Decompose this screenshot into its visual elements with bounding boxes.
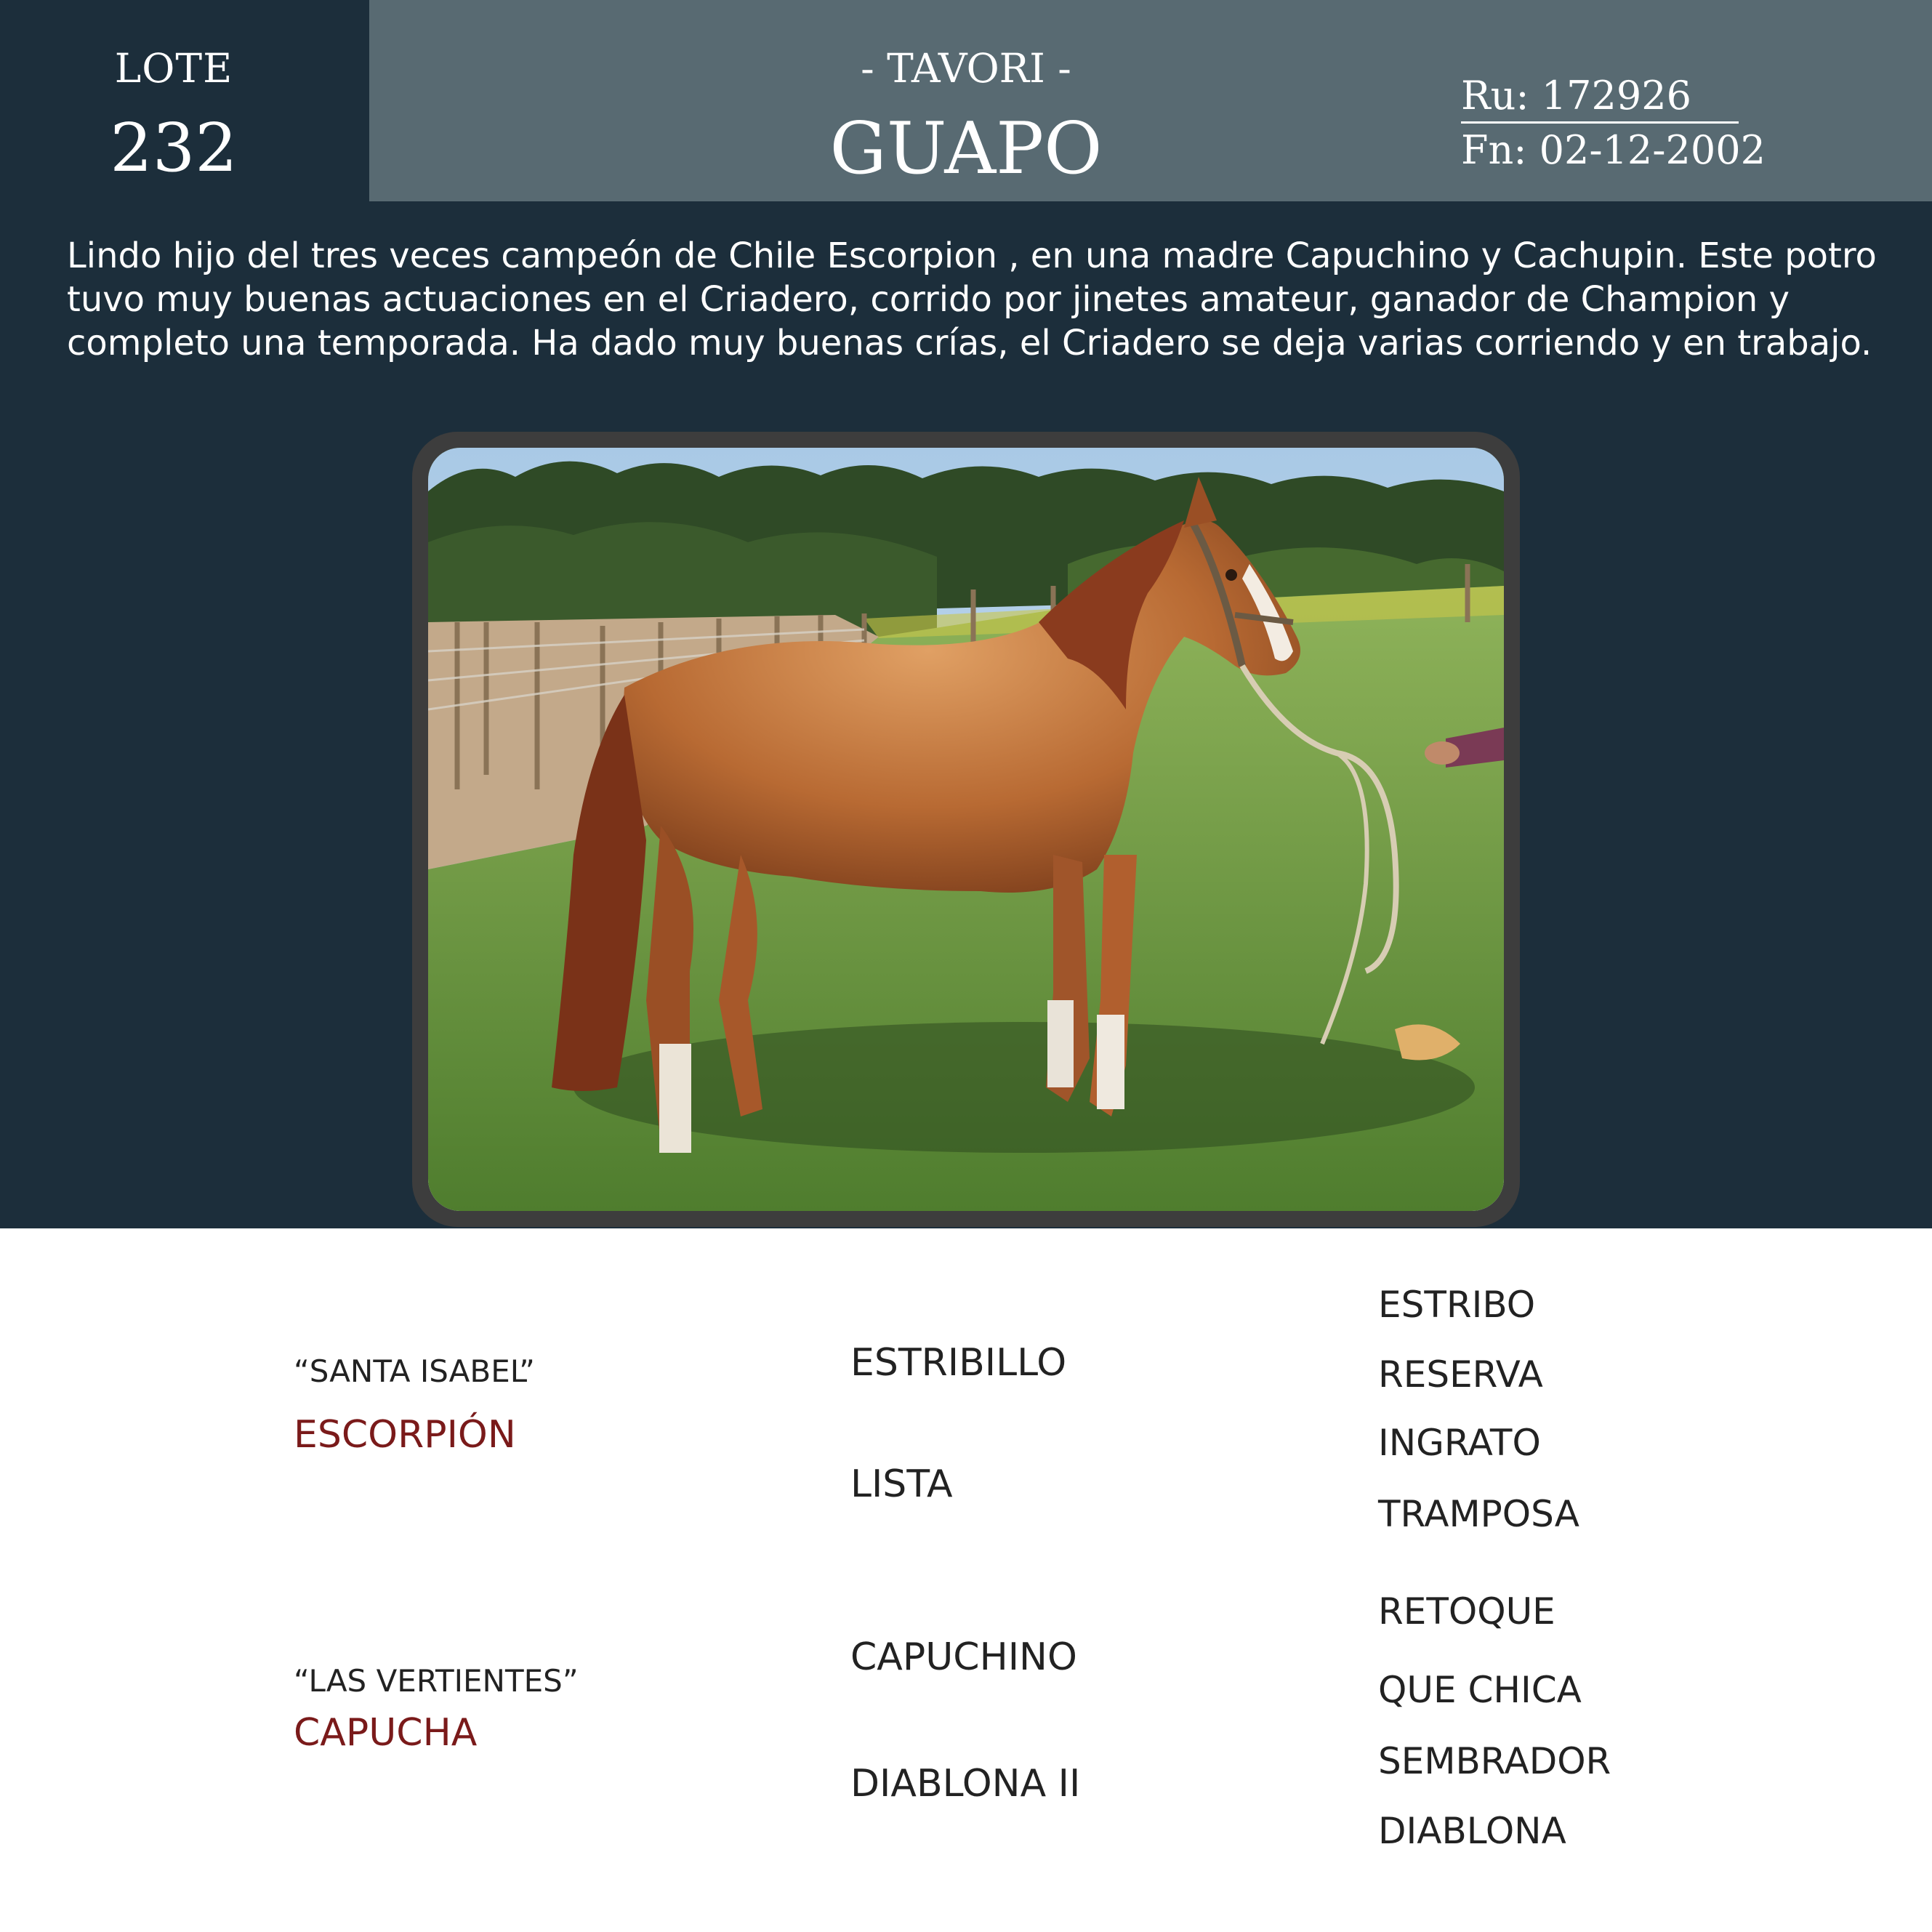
lot-label: LOTE [114,45,233,92]
dam-sire: CAPUCHINO [850,1635,1077,1679]
dam-dam: DIABLONA II [850,1762,1081,1806]
horse-description: Lindo hijo del tres veces campeón de Chile Escorpion , en una madre Capuchino y Cachupin. Este potro tuvo muy buenas actuaciones en el Criadero, corrido por jinetes amateur, ganador de Champion y completo una temporada. Ha dado muy buenas crías, el Criadero se deja varias corriendo y en trabajo. [67,236,1877,363]
sire-ancestor-4: TRAMPOSA [1378,1493,1579,1535]
horse-photo [428,448,1504,1211]
sire-ancestor-2: RESERVA [1378,1353,1543,1396]
dam-farm: “LAS VERTIENTES” [294,1663,579,1699]
sire-ancestor-1: ESTRIBO [1378,1284,1536,1326]
sire-dam: LISTA [850,1462,953,1506]
sire-ancestor-3: INGRATO [1378,1422,1541,1464]
sire-name: ESCORPIÓN [294,1413,516,1457]
dam-ancestor-1: RETOQUE [1378,1590,1555,1633]
dam-ancestor-3: SEMBRADOR [1378,1740,1611,1782]
birth-date: Fn: 02-12-2002 [1461,127,1766,173]
photo-frame [412,432,1520,1227]
sire-sire: ESTRIBILLO [850,1341,1067,1385]
sire-farm: “SANTA ISABEL” [294,1353,535,1389]
horse-name: GUAPO [829,108,1103,190]
lot-number: 232 [110,109,238,187]
dam-name: CAPUCHA [294,1711,478,1755]
registration-number: Ru: 172926 [1461,73,1739,124]
dam-ancestor-2: QUE CHICA [1378,1669,1582,1711]
dam-ancestor-4: DIABLONA [1378,1810,1566,1852]
breeder-name: - TAVORI - [861,45,1071,92]
